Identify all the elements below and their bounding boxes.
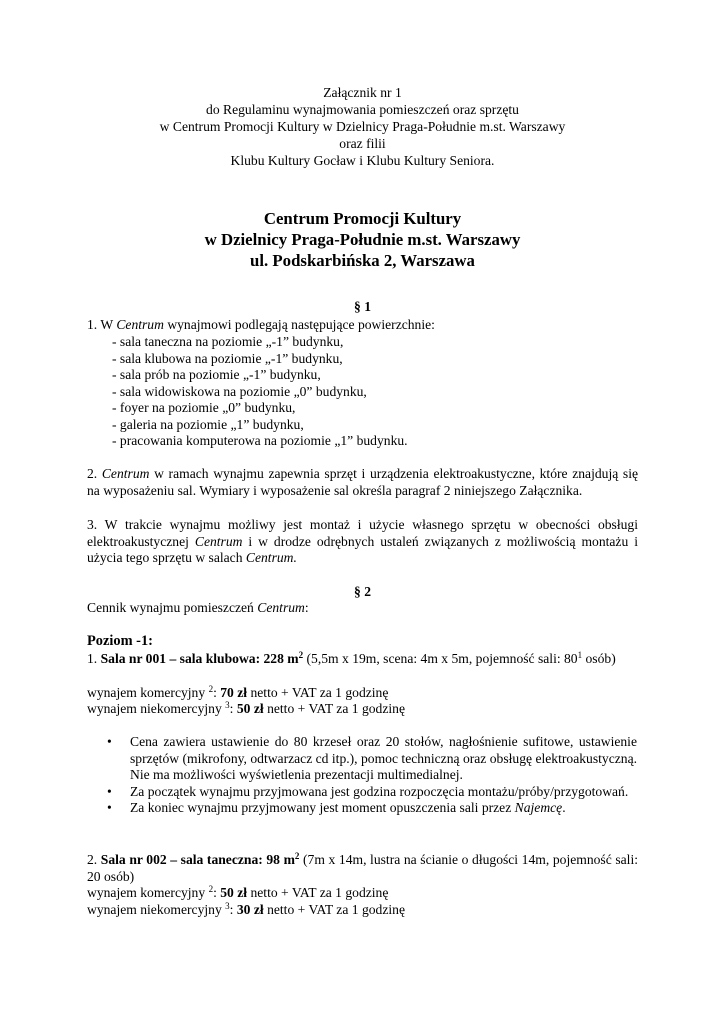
room-list: [112, 334, 408, 450]
room-2-commercial-price: wynajem komercyjny $^2$: 50 zł netto + VAT za 1 godzinę: [87, 884, 389, 900]
bullet-icon: •: [107, 783, 112, 799]
title-line-1: Centrum Promocji Kultury: [263, 209, 462, 228]
price-list-intro: Cennik wynajmu pomieszczeń Centrum:: [87, 600, 309, 615]
list-item: • Cena zawiera ustawienie do 80 krzeseł oraz 20 stołów, nagłośnienie sufitowe, ustawienie sprzętów (mikrofony, odtwarzacz cd itp.), pomoc techniczną oraz obsługę elektroakustyczną. Nie ma możliwości wyświetlenia prezentacji multimedialnej.: [107, 734, 637, 782]
list-item: - sala klubowa na poziomie „-1” budynku,: [112, 350, 343, 366]
header-line-5: Klubu Kultury Gocław i Klubu Kultury Seniora.: [230, 153, 495, 168]
header-line-4: oraz filii: [339, 136, 386, 151]
section-1-paragraph-3: 3. W trakcie wynajmu możliwy jest montaż i użycie własnego sprzętu w obecności obsługi elektroakustycznej Centrum i w drodze odrębnych ustaleń związanych z możliwością montażu i użycia tego sprzętu w salach Centrum.: [87, 517, 638, 565]
room-1-description: 1. Sala nr 001 – sala klubowa: 228 $m^2$ (5,5m x 19m, scena: 4m x 5m, pojemność sali: $80^1$ osób): [87, 650, 616, 666]
title-line-2: w Dzielnicy Praga-Południe m.st. Warszawy: [204, 230, 521, 249]
section-1-heading: § 1: [354, 299, 371, 314]
list-item: - sala widowiskowa na poziomie „0” budynku,: [112, 383, 367, 399]
list-item: - galeria na poziomie „1” budynku,: [112, 416, 304, 432]
section-2-heading: § 2: [354, 584, 371, 599]
bullet-icon: •: [107, 734, 112, 749]
list-item: - sala prób na poziomie „-1” budynku,: [112, 367, 321, 382]
room-2-noncommercial-price: wynajem niekomercyjny $^3$: 30 zł netto + VAT za 1 godzinę: [87, 901, 405, 917]
level-heading: Poziom -1:: [87, 633, 153, 649]
section-1-paragraph-2: 2. Centrum w ramach wynajmu zapewnia sprzęt i urządzenia elektroakustyczne, które znajdują się na wyposażeniu sal. Wymiary i wyposażenie sal określa paragraf 2 niniejszego Załącznika.: [87, 466, 639, 498]
room-1-notes: [107, 734, 637, 817]
list-item: - sala taneczna na poziomie „-1” budynku,: [112, 334, 344, 349]
bullet-icon: •: [107, 800, 112, 815]
list-item: • Za początek wynajmu przyjmowana jest godzina rozpoczęcia montażu/próby/przygotowań.: [107, 783, 629, 799]
room-1-noncommercial-price: wynajem niekomercyjny $^3$: 50 zł netto + VAT za 1 godzinę: [87, 700, 405, 716]
list-item: - foyer na poziomie „0” budynku,: [112, 400, 296, 415]
header-line-3: w Centrum Promocji Kultury w Dzielnicy Praga-Południe m.st. Warszawy: [159, 119, 566, 134]
header-line-2: do Regulaminu wynajmowania pomieszczeń oraz sprzętu: [206, 102, 519, 117]
room-1-commercial-price: wynajem komercyjny $^2$: 70 zł netto + VAT za 1 godzinę: [87, 684, 389, 700]
header-line-1: Załącznik nr 1: [323, 85, 402, 100]
list-item: - pracowania komputerowa na poziomie „1” budynku.: [112, 433, 408, 448]
room-2-description: 2. Sala nr 002 – sala taneczna: 98 $m^2$ (7m x 14m, lustra na ścianie o długości 14m, pojemność sali: 20 osób): [87, 851, 638, 884]
title-line-3: ul. Podskarbińska 2, Warszawa: [250, 251, 475, 270]
section-1-paragraph-1: 1. W Centrum wynajmowi podlegają następujące powierzchnie:: [87, 317, 435, 332]
list-item: • Za koniec wynajmu przyjmowany jest moment opuszczenia sali przez Najemcę.: [107, 800, 566, 815]
